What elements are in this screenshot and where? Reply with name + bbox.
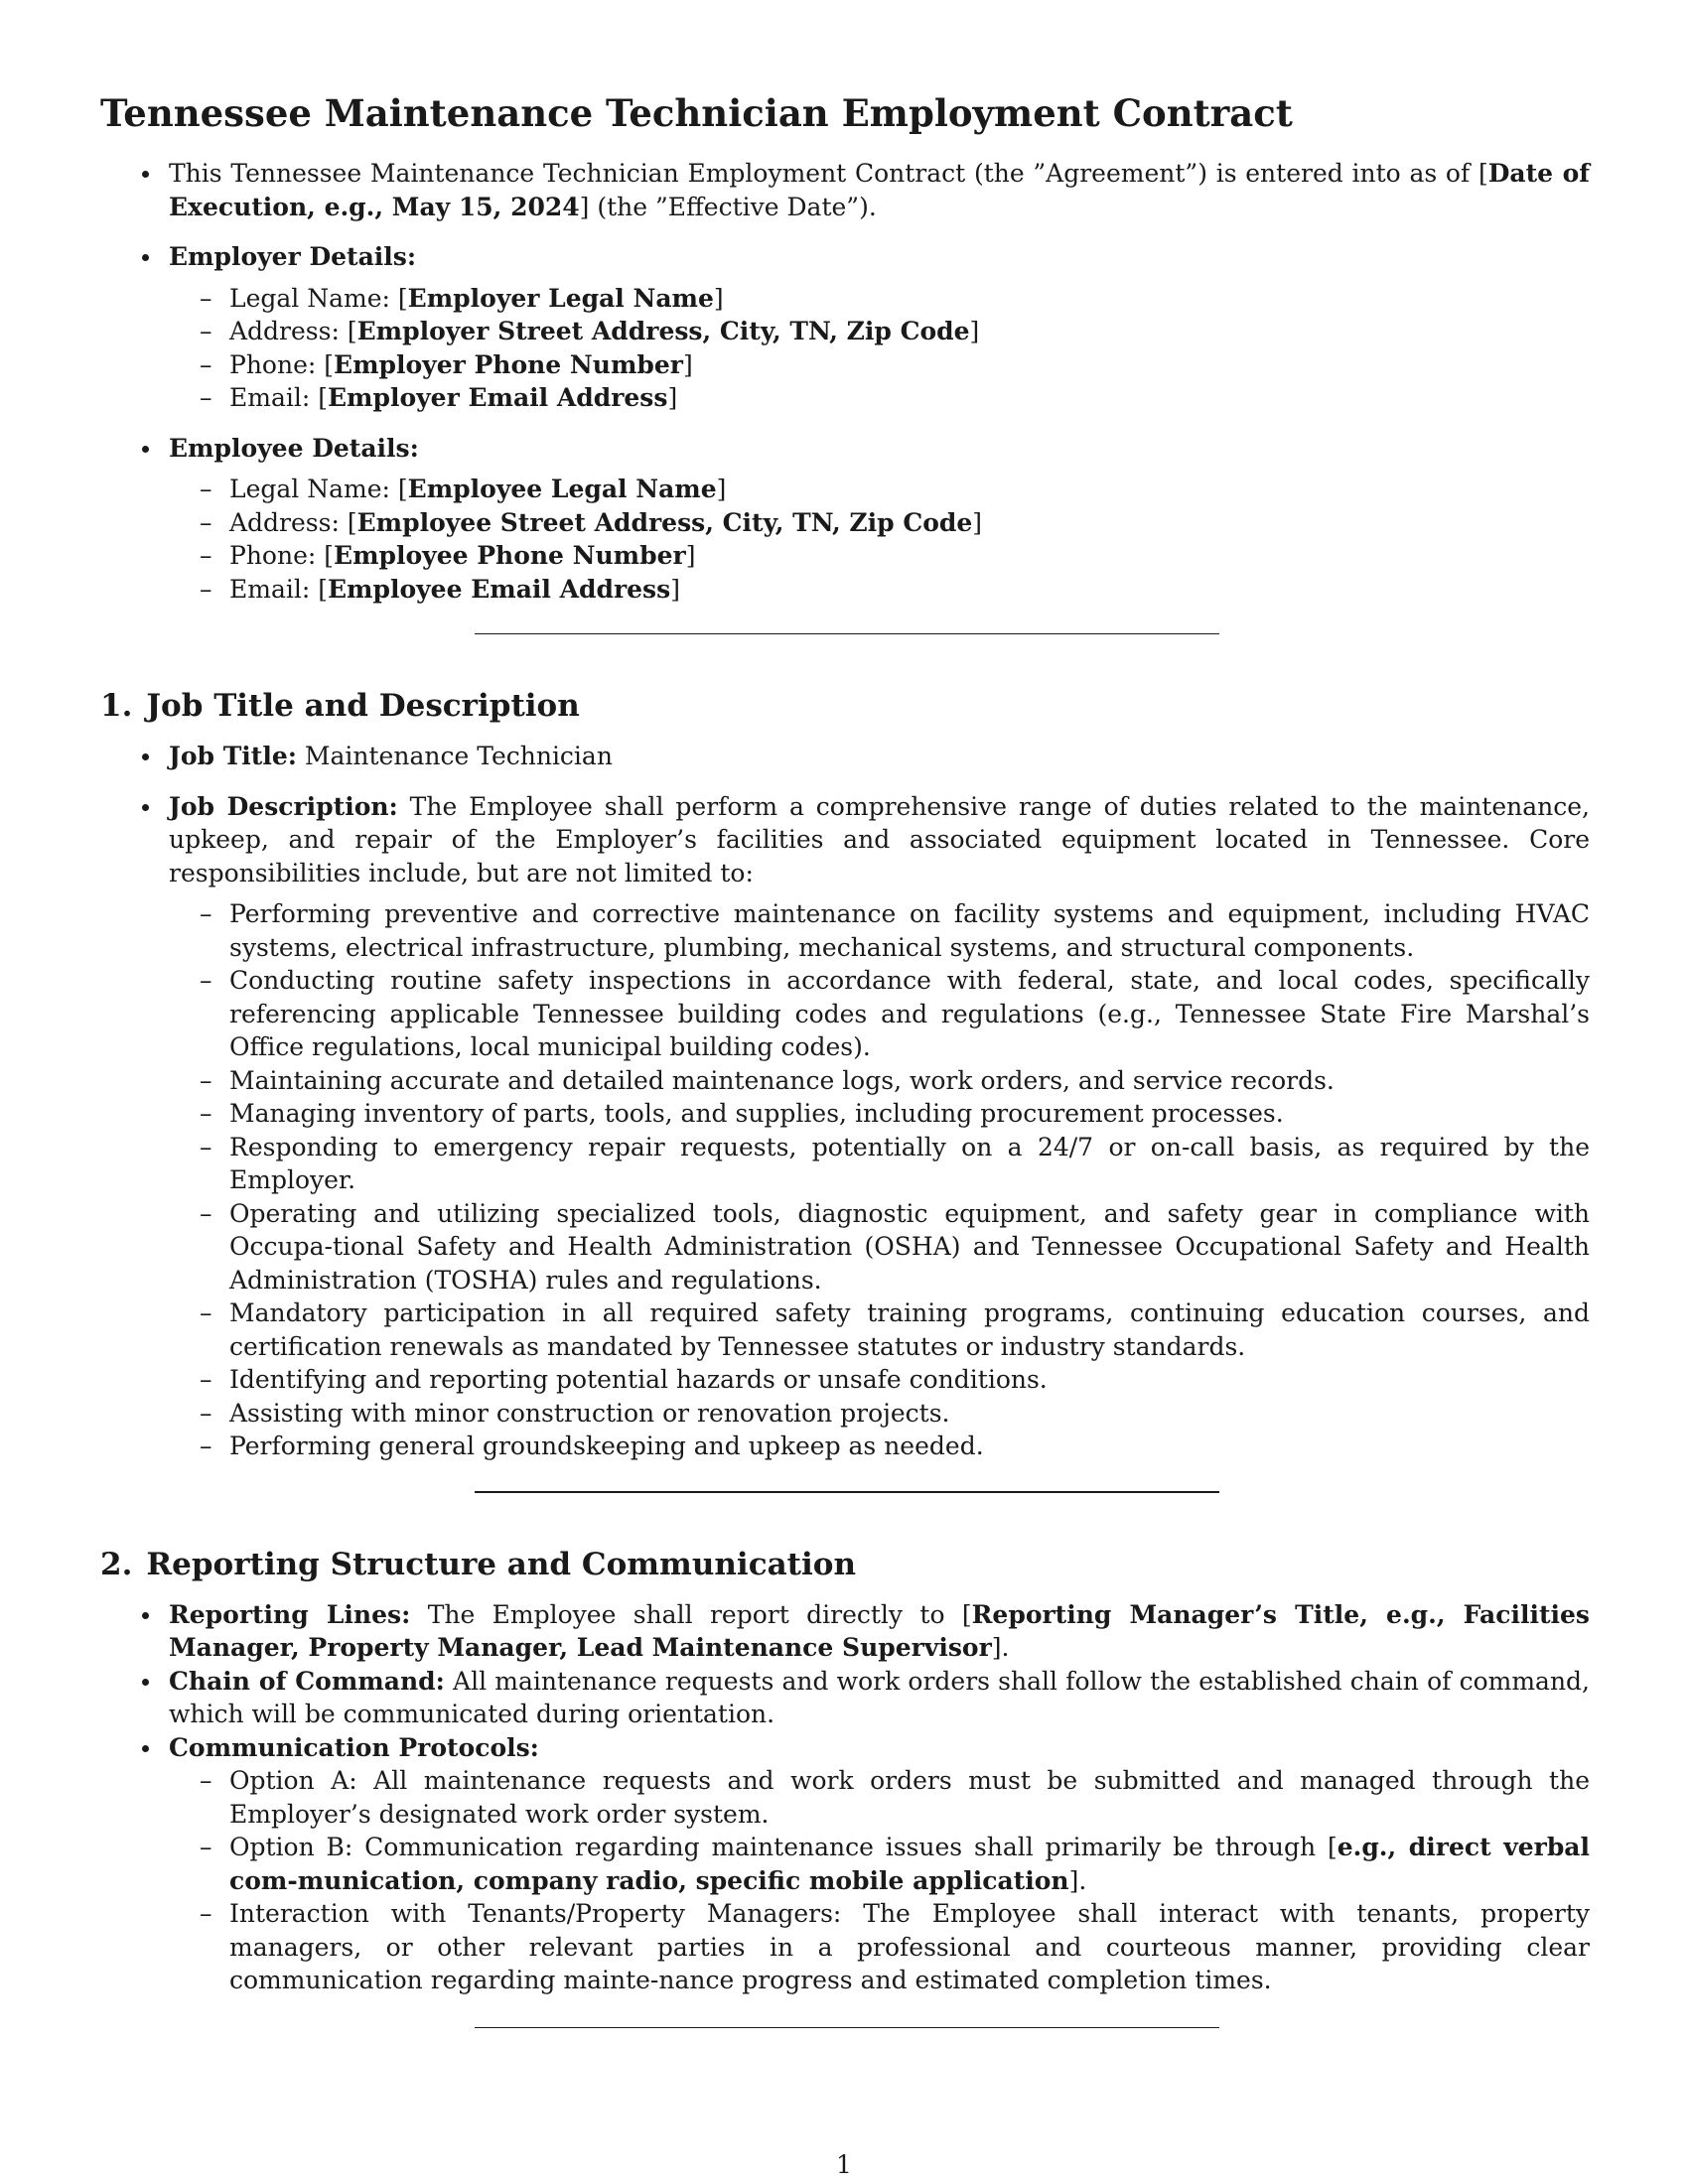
employer-details-list bbox=[169, 282, 1590, 415]
employee-details-heading: Employee Details: bbox=[169, 433, 419, 463]
page-number: 1 bbox=[836, 2150, 852, 2179]
employer-legal-name: – Legal Name: [Employer Legal Name] bbox=[229, 282, 1590, 316]
duty-item: – Mandatory participation in all required safety training programs, continuing education courses, and certification renewals as mandated by Tennessee statutes or industry standards. bbox=[229, 1297, 1590, 1363]
option-b-item: – Option B: Communication regarding maintenance issues shall primarily be through [e.g., direct verbal com-munication, company radio, specific mobile application]. bbox=[229, 1831, 1590, 1897]
duty-item: – Conducting routine safety inspections in accordance with federal, state, and local codes, specifically referencing applicable Tennessee building codes and regulations (e.g., Tennessee State Fire Marshal’s Office regulations, local municipal building codes). bbox=[229, 964, 1590, 1064]
reporting-manager-placeholder: Reporting Manager’s Title, e.g., Facilities Manager, Property Manager, Lead Maintenance Supervisor bbox=[169, 1599, 1590, 1662]
employee-details-list bbox=[169, 473, 1590, 606]
interaction-item: – Interaction with Tenants/Property Managers: The Employee shall interact with tenants, property managers, or other relevant parties in a professional and courteous manner, providing clear communication regarding mainte-nance progress and estimated completion times. bbox=[229, 1897, 1590, 1997]
duty-item: – Assisting with minor construction or renovation projects. bbox=[229, 1397, 1590, 1431]
employer-details bbox=[169, 240, 1590, 415]
employer-address: – Address: [Employer Street Address, City, TN, Zip Code] bbox=[229, 315, 1590, 348]
employee-details bbox=[169, 432, 1590, 607]
reporting-lines-item: Reporting Lines: The Employee shall report directly to [Reporting Manager’s Title, e.g., Facilities Manager, Property Manager, Lead Maintenance Supervisor]. bbox=[169, 1598, 1590, 1665]
section-1-list bbox=[100, 740, 1590, 1463]
duties-list bbox=[169, 897, 1590, 1463]
communication-method-placeholder: e.g., direct verbal com-munication, company radio, specific mobile application bbox=[229, 1833, 1591, 1895]
job-description-item: Job Description: The Employee shall perform a comprehensive range of duties related to the maintenance, upkeep, and repair of the Employer’s facilities and associated equipment located in Tennessee. Core responsibilities include, but are not limited to: – Performing preventive and corrective maintenance on facility systems and equipment, including HVAC systems, electrical infrastructure, plumbing, mechanical systems, and structural components. – Conducting routine safety inspections in accordance with federal, state, and local codes, specifically referencing applicable Tennessee building codes and regulations (e.g., Tennessee State Fire Marshal’s Office regulations, local municipal building codes). – Maintaining accurate and detailed maintenance logs, work orders, and service records. – Managing inventory of parts, tools, and supplies, including procurement processes. – Responding to emergency repair requests, potentially on a 24/7 or on-call basis, as required by the Employer. – Operating and utilizing specialized tools, diagnostic equipment, and safety gear in compliance with Occupa-tional Safety and Health Administration (OSHA) and Tennessee Occupational Safety and Health Administration (TOSHA) rules and regulations. – Mandatory participation in all required safety training programs, continuing education courses, and certification renewals as mandated by Tennessee statutes or industry standards. – Identifying and reporting potential hazards or unsafe conditions. – Assisting with minor construction or renovation projects. – Performing general groundskeeping and upkeep as needed. bbox=[169, 790, 1590, 1463]
execution-date-placeholder: Date of Execution, e.g., May 15, 2024 bbox=[169, 159, 1590, 221]
protocols-list bbox=[169, 1764, 1590, 1997]
document-title: Tennessee Maintenance Technician Employment Contract bbox=[100, 91, 1293, 135]
communication-protocols-item: Communication Protocols: – Option A: All maintenance requests and work orders must be submitted and managed through the Employer’s designated work order system. – Option B: Communication regarding maintenance issues shall primarily be through [e.g., direct verbal com-munication, company radio, specific mobile application]. – Interaction with Tenants/Property Managers: The Employee shall interact with tenants, property managers, or other relevant parties in a professional and courteous manner, providing clear communication regarding mainte-nance progress and estimated completion times. bbox=[169, 1731, 1590, 1997]
contract-page bbox=[100, 79, 1590, 2028]
section-divider bbox=[475, 1491, 1219, 1493]
duty-item: – Maintaining accurate and detailed maintenance logs, work orders, and service records. bbox=[229, 1064, 1590, 1098]
employer-email: – Email: [Employer Email Address] bbox=[229, 381, 1590, 415]
duty-item: – Performing preventive and corrective maintenance on facility systems and equipment, including HVAC systems, electrical infrastructure, plumbing, mechanical systems, and structural components. bbox=[229, 897, 1590, 964]
section-divider bbox=[475, 633, 1219, 634]
section-2-heading: 2. Reporting Structure and Communication bbox=[100, 1546, 856, 1582]
duty-item: – Managing inventory of parts, tools, and supplies, including procurement processes. bbox=[229, 1097, 1590, 1131]
chain-of-command-item: Chain of Command: All maintenance requests and work orders shall follow the established chain of command, which will be communicated during orientation. bbox=[169, 1665, 1590, 1731]
duty-item: – Identifying and reporting potential hazards or unsafe conditions. bbox=[229, 1363, 1590, 1397]
employer-phone: – Phone: [Employer Phone Number] bbox=[229, 348, 1590, 382]
employee-address: – Address: [Employee Street Address, City, TN, Zip Code] bbox=[229, 506, 1590, 540]
section-2-list bbox=[100, 1598, 1590, 1997]
employee-phone: – Phone: [Employee Phone Number] bbox=[229, 539, 1590, 573]
preamble-list bbox=[100, 157, 1590, 606]
section-divider bbox=[475, 2027, 1219, 2028]
duty-item: – Responding to emergency repair requests, potentially on a 24/7 or on-call basis, as required by the Employer. bbox=[229, 1131, 1590, 1197]
intro-paragraph: This Tennessee Maintenance Technician Employment Contract (the ”Agreement”) is entered into as of [Date of Execution, e.g., May 15, 2024] (the ”Effective Date”). bbox=[169, 157, 1590, 223]
option-a-item: – Option A: All maintenance requests and work orders must be submitted and managed through the Employer’s designated work order system. bbox=[229, 1764, 1590, 1831]
employee-legal-name: – Legal Name: [Employee Legal Name] bbox=[229, 473, 1590, 506]
employer-details-heading: Employer Details: bbox=[169, 242, 417, 271]
section-1-heading: 1. Job Title and Description bbox=[100, 688, 580, 724]
job-title-item: Job Title: Maintenance Technician bbox=[169, 740, 1590, 773]
duty-item: – Operating and utilizing specialized tools, diagnostic equipment, and safety gear in compliance with Occupa-tional Safety and Health Administration (OSHA) and Tennessee Occupational Safety and Health Administration (TOSHA) rules and regulations. bbox=[229, 1197, 1590, 1297]
employee-email: – Email: [Employee Email Address] bbox=[229, 573, 1590, 607]
duty-item: – Performing general groundskeeping and upkeep as needed. bbox=[229, 1430, 1590, 1463]
